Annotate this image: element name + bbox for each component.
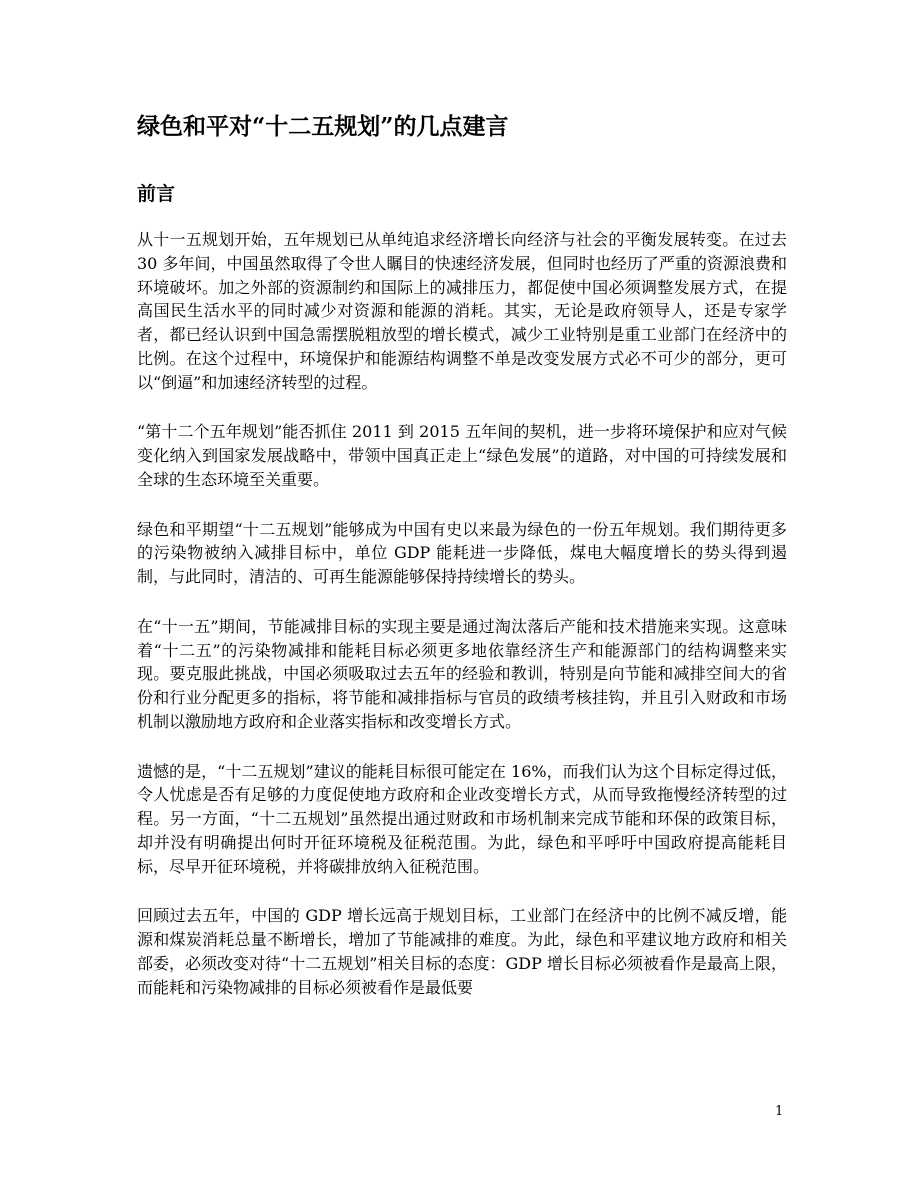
document-title: 绿色和平对“十二五规划”的几点建言: [137, 113, 509, 140]
section-heading-preface: 前言: [137, 183, 176, 205]
page-number: 1: [775, 1104, 784, 1119]
paragraph-6: 回顾过去五年，中国的 GDP 增长远高于规划目标，工业部门在经济中的比例不减反增，能源和煤炭消耗总量不断增长，增加了节能减排的难度。为此，绿色和平建议地方政府和相关部委，必须改变对待“十二五规划”相关目标的态度：GDP 增长目标必须被看作是最高上限，而能耗和污染物减排的目标必须被看作是最低要: [137, 906, 787, 997]
paragraph-3: 绿色和平期望“十二五规划”能够成为中国有史以来最为绿色的一份五年规划。我们期待更多的污染物被纳入减排目标中，单位 GDP 能耗进一步降低，煤电大幅度增长的势头得到遏制，与此同时，清洁的、可再生能源能够保持持续增长的势头。: [137, 519, 787, 587]
paragraph-1: 从十一五规划开始，五年规划已从单纯追求经济增长向经济与社会的平衡发展转变。在过去 30 多年间，中国虽然取得了令世人瞩目的快速经济发展，但同时也经历了严重的资源浪费和环境破坏。加之外部的资源制约和国际上的减排压力，都促使中国必须调整发展方式，在提高国民生活水平的同时减少对资源和能源的消耗。其实，无论是政府领导人，还是专家学者，都已经认识到中国急需摆脱粗放型的增长模式，减少工业特别是重工业部门在经济中的比例。在这个过程中，环境保护和能源结构调整不单是改变发展方式必不可少的部分，更可以“倒逼”和加速经济转型的过程。: [137, 230, 787, 392]
paragraph-4: 在“十一五”期间，节能减排目标的实现主要是通过淘汰落后产能和技术措施来实现。这意味着“十二五”的污染物减排和能耗目标必须更多地依靠经济生产和能源部门的结构调整来实现。要克服此挑战，中国必须吸取过去五年的经验和教训，特别是向节能和减排空间大的省份和行业分配更多的指标，将节能和减排指标与官员的政绩考核挂钩，并且引入财政和市场机制以激励地方政府和企业落实指标和改变增长方式。: [137, 616, 787, 731]
paragraph-2: “第十二个五年规划”能否抓住 2011 到 2015 五年间的契机，进一步将环境保护和应对气候变化纳入到国家发展战略中，带领中国真正走上“绿色发展”的道路，对中国的可持续发展和全球的生态环境至关重要。: [137, 422, 787, 489]
paragraph-5: 遗憾的是，“十二五规划”建议的能耗目标很可能定在 16%，而我们认为这个目标定得过低，令人忧虑是否有足够的力度促使地方政府和企业改变增长方式，从而导致拖慢经济转型的过程。另一方面，“十二五规划”虽然提出通过财政和市场机制来完成节能和环保的政策目标，却并没有明确提出何时开征环境税及征税范围。为此，绿色和平呼吁中国政府提高能耗目标，尽早开征环境税，并将碳排放纳入征税范围。: [137, 761, 787, 876]
document-body: [137, 228, 787, 1025]
